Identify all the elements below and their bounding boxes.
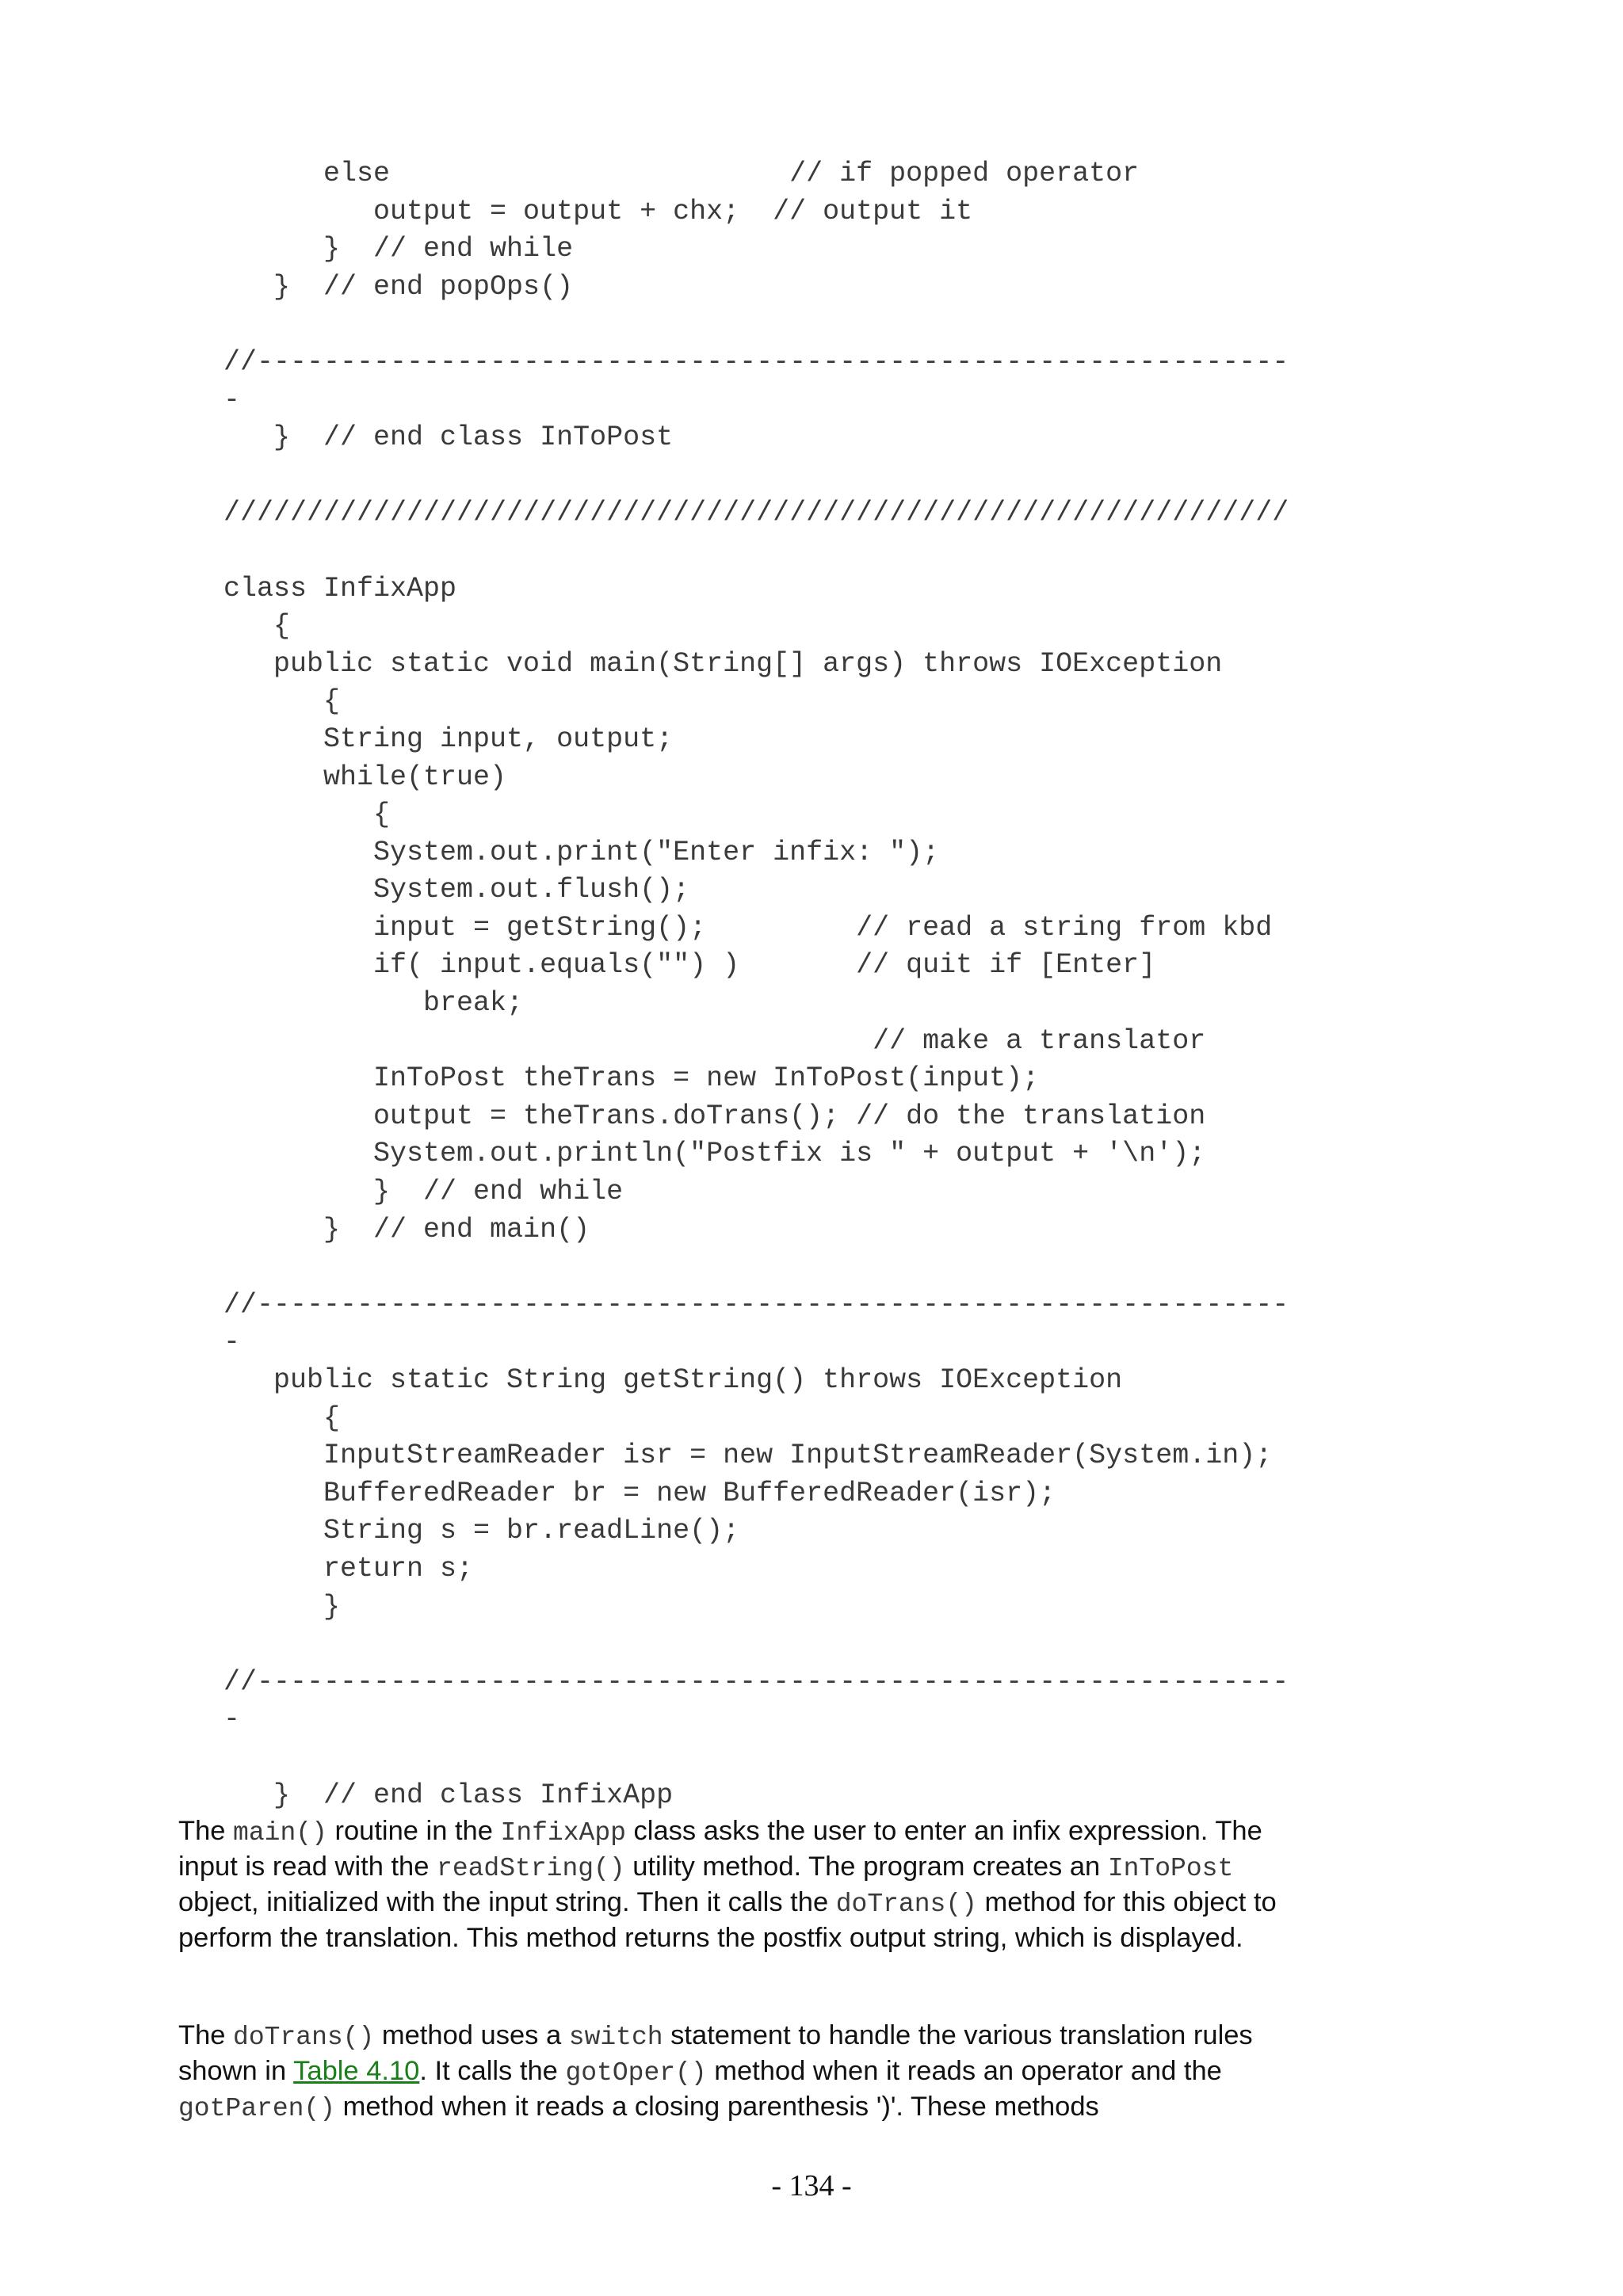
code-line: else // if popped operator [223, 158, 1140, 189]
code-line: String s = br.readLine(); [223, 1515, 740, 1547]
code-line: { [223, 1402, 341, 1434]
code-line: //-------------------------------------------------------------- [223, 345, 1289, 378]
code-line: while(true) [223, 761, 507, 793]
inline-code-gotoper: gotOper() [565, 2058, 707, 2088]
code-line [223, 1739, 1289, 1777]
code-line: //-------------------------------------------------------------- [223, 1665, 1289, 1698]
text-run: The [178, 2020, 234, 2050]
inline-code-dotrans: doTrans() [835, 1890, 977, 1919]
code-line: - [223, 383, 241, 416]
code-line: } // end while [223, 1176, 624, 1208]
code-line: } // end class InfixApp [223, 1779, 674, 1811]
code-line: //////////////////////////////////////////////////////////////// [223, 497, 1289, 529]
code-line: output = theTrans.doTrans(); // do the translation [223, 1100, 1206, 1132]
inline-code-gotparen: gotParen() [178, 2094, 336, 2123]
code-listing [223, 155, 1289, 1814]
code-line: //-------------------------------------------------------------- [223, 1288, 1289, 1321]
code-line: public static void main(String[] args) throws IOException [223, 647, 1223, 680]
code-line: } // end popOps() [223, 270, 574, 303]
inline-code-readstring: readString() [437, 1854, 625, 1883]
code-line: InputStreamReader isr = new InputStreamReader(System.in); [223, 1440, 1273, 1472]
code-line: return s; [223, 1552, 474, 1585]
code-line [223, 1249, 1289, 1287]
code-line: InToPost theTrans = new InToPost(input); [223, 1062, 1040, 1095]
explanation-paragraph-1 [178, 1814, 1304, 1955]
code-line: System.out.println("Postfix is " + output + '\n'); [223, 1138, 1206, 1170]
code-line: System.out.print("Enter infix: "); [223, 836, 940, 868]
text-run: class asks the user to enter an infix expression. The input is read with the [178, 1816, 1262, 1882]
code-line: } // end while [223, 233, 574, 265]
code-line: { [223, 799, 391, 831]
code-line: } [223, 1590, 341, 1623]
text-run: method when it reads an operator and the [706, 2056, 1222, 2086]
text-run: . It calls the [419, 2056, 566, 2086]
code-line: - [223, 1703, 241, 1736]
code-line: // make a translator [223, 1024, 1206, 1057]
text-run: method when it reads a closing parenthesis ')'. These methods [335, 2092, 1099, 2122]
inline-code-dotrans: doTrans() [233, 2023, 375, 2052]
code-line: break; [223, 987, 524, 1020]
text-run: object, initialized with the input string. Then it calls the [178, 1887, 836, 1917]
code-line: String input, output; [223, 723, 674, 755]
table-4-10-link[interactable]: Table 4.10 [293, 2056, 420, 2086]
code-line: if( input.equals("") ) // quit if [Enter] [223, 949, 1156, 982]
text-run: method uses a [374, 2020, 569, 2050]
inline-code-main: main() [233, 1818, 327, 1848]
code-line [223, 532, 1289, 570]
code-line: public static String getString() throws IOException [223, 1364, 1123, 1396]
code-line: BufferedReader br = new BufferedReader(isr); [223, 1477, 1056, 1509]
code-line: { [223, 685, 341, 718]
code-line: input = getString(); // read a string from kbd [223, 911, 1273, 944]
text-run: utility method. The program creates an [624, 1852, 1108, 1882]
code-line: - [223, 1326, 241, 1359]
inline-code-intopost: InToPost [1107, 1854, 1234, 1883]
code-line: output = output + chx; // output it [223, 195, 973, 227]
code-line: class InfixApp [223, 572, 457, 605]
code-line: System.out.flush(); [223, 874, 690, 906]
text-run: statement to handle the various translation rules shown in [178, 2020, 1253, 2086]
code-line [223, 306, 1289, 344]
inline-code-switch: switch [568, 2023, 663, 2052]
text-run: method for this object to perform the translation. This method returns the postfix output string, which is displayed. [178, 1887, 1277, 1953]
code-line [223, 457, 1289, 495]
text-run: routine in the [327, 1816, 501, 1846]
code-line: } // end main() [223, 1213, 590, 1245]
text-run: The [178, 1816, 234, 1846]
explanation-paragraph-2 [178, 2019, 1304, 2126]
code-line: { [223, 610, 291, 643]
inline-code-infixapp: InfixApp [500, 1818, 626, 1848]
page-number: - 134 - [771, 2169, 852, 2203]
code-line [223, 1626, 1289, 1664]
code-line: } // end class InToPost [223, 421, 674, 454]
